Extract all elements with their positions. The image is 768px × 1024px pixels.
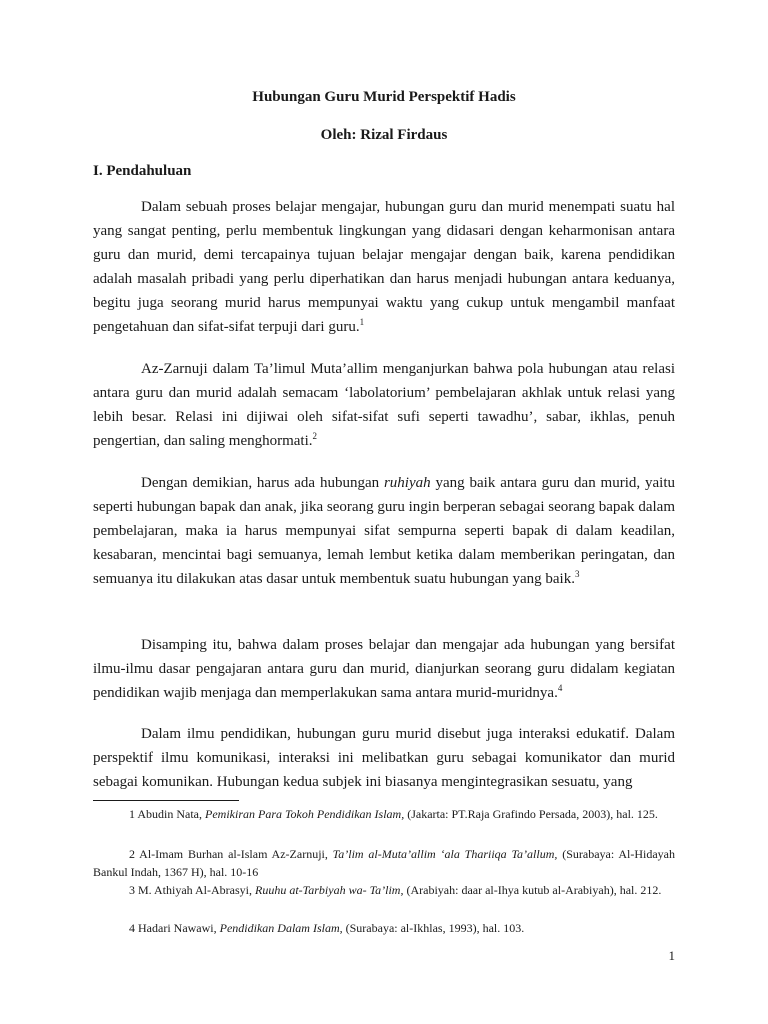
footnote-title: Pemikiran Para Tokoh Pendidikan Islam,: [205, 807, 405, 821]
footnote-text: Hadari Nawawi,: [135, 921, 220, 935]
paragraph-text: Az-Zarnuji dalam Ta’limul Muta’allim menganjurkan bahwa pola hubungan atau relasi antara guru dan murid adalah semacam ‘labolatorium’ pembelajaran akhlak untuk relasi yang lebih besar. Relasi ini dijiwai oleh sifat-sifat sufi seperti tawadhu’, sabar, ikhlas, penuh pengertian, dan saling menghormati.: [93, 361, 675, 449]
paragraph-text: yang baik antara guru dan murid, yaitu seperti hubungan bapak dan anak, jika seorang guru ingin berperan sebagai seorang bapak dalam pembelajaran, maka ia harus mempunyai sifat sempurna seperti bapak di dalam keadilan, kesabaran, mencintai bagi semuanya, lemah lembut ketika dalam memberikan peringatan, dan semuanya itu dilakukan atas dasar untuk membentuk suatu hubungan yang baik.: [93, 475, 675, 587]
footnote-title: Ta’lim al-Muta’allim ‘ala Thariiqa Ta’allum,: [332, 847, 558, 861]
footnote-text: (Surabaya: Al-Hidayah Bankul Indah, 1367 H), hal. 10-16: [93, 847, 675, 879]
paragraph: [93, 722, 675, 794]
footnote-reference: 4: [557, 683, 563, 693]
paragraph: [93, 357, 675, 453]
footnote-reference: 3: [574, 569, 580, 579]
footnote-text: (Arabiyah: daar al-Ihya kutub al-Arabiyah), hal. 212.: [403, 883, 662, 897]
footnote-title: Pendidikan Dalam Islam,: [219, 921, 343, 935]
paragraph: [93, 195, 675, 339]
paragraph-text: Dalam sebuah proses belajar mengajar, hubungan guru dan murid menempati suatu hal yang sangat penting, perlu membentuk lingkungan yang didasari dengan keharmonisan antara guru dan murid, demi tercapainya tujuan belajar mengajar dengan baik, karena pendidikan adalah masalah pribadi yang perlu diperhatikan dan harus menjadi hubungan antara keduanya, begitu juga seorang murid harus mempunyai waktu yang cukup untuk mengambil manfaat pengetahuan dan sifat-sifat terpuji dari guru.: [93, 199, 675, 335]
paragraph-text: Dengan demikian, harus ada hubungan: [141, 475, 384, 491]
footnote-text: (Jakarta: PT.Raja Grafindo Persada, 2003), hal. 125.: [404, 807, 658, 821]
footnote-separator: [93, 800, 239, 801]
footnote: [93, 805, 675, 823]
footnote-text: M. Athiyah Al-Abrasyi,: [135, 883, 255, 897]
footnote-number: 4: [129, 921, 135, 935]
author-line: Oleh: Rizal Firdaus: [320, 127, 448, 143]
paragraph: [93, 633, 675, 705]
section-heading: I. Pendahuluan: [93, 163, 192, 179]
footnote-text: Abudin Nata,: [135, 807, 205, 821]
italic-term: ruhiyah: [383, 475, 431, 491]
footnote-text: (Surabaya: al-Ikhlas, 1993), hal. 103.: [342, 921, 525, 935]
footnote: [93, 845, 675, 881]
paragraph-text: Disamping itu, bahwa dalam proses belajar dan mengajar ada hubungan yang bersifat ilmu-ilmu dasar pengajaran antara guru dan murid, dianjurkan seorang guru didalam kegiatan pendidikan wajib menjaga dan memperlakukan sama antara murid-muridnya.: [93, 637, 675, 701]
paragraph: [93, 471, 675, 591]
footnote-reference: 1: [359, 317, 365, 327]
document-title: Hubungan Guru Murid Perspektif Hadis: [252, 89, 516, 105]
footnote-number: 2: [129, 847, 135, 861]
footnote-reference: 2: [312, 431, 318, 441]
footnote: [93, 919, 675, 937]
footnote-number: 1: [129, 807, 135, 821]
footnote-text: Al-Imam Burhan al-Islam Az-Zarnuji,: [135, 847, 333, 861]
page-number: 1: [668, 948, 675, 963]
paragraph-text: Dalam ilmu pendidikan, hubungan guru murid disebut juga interaksi edukatif. Dalam perspektif ilmu komunikasi, interaksi ini melibatkan guru sebagai komunikator dan murid sebagai komunikan. Hubungan kedua subjek ini biasanya mengintegrasikan sesuatu, yang: [93, 726, 675, 790]
footnote-title: Ruuhu at-Tarbiyah wa- Ta’lim,: [255, 883, 404, 897]
footnote-number: 3: [129, 883, 135, 897]
footnote: [93, 881, 675, 899]
